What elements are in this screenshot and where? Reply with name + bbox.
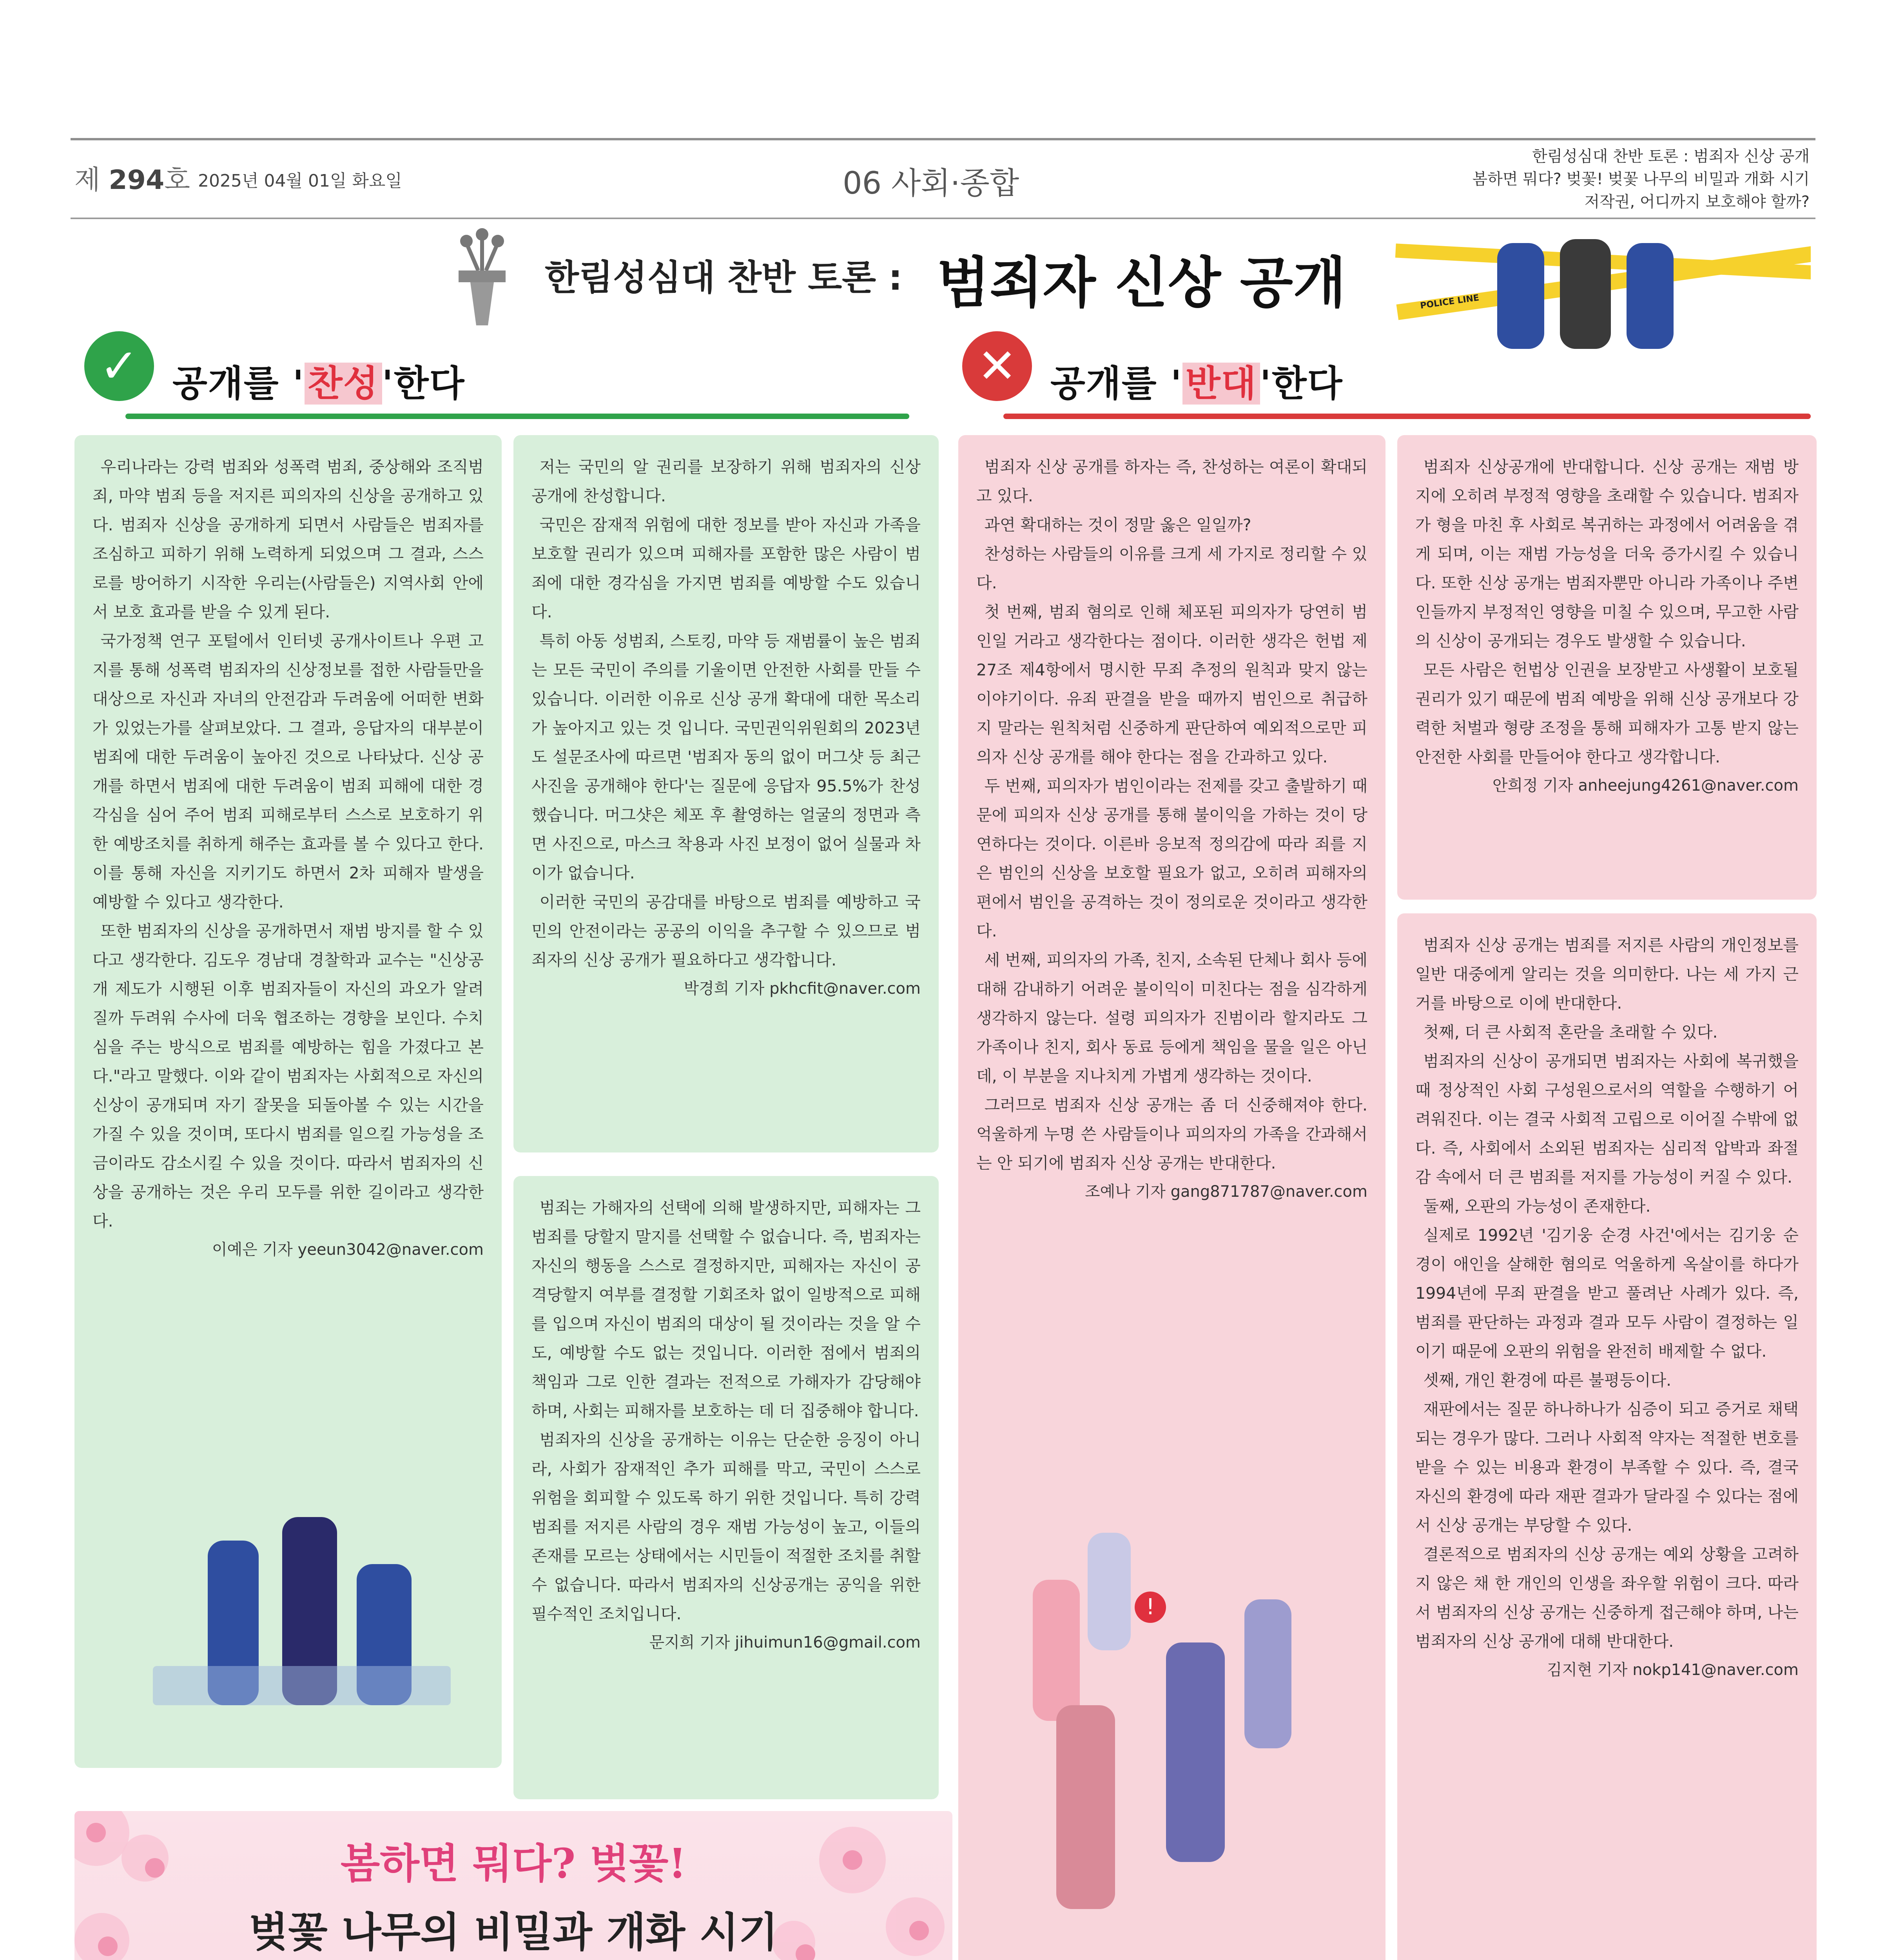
- paragraph: 결론적으로 범죄자의 신상 공개는 예외 상황을 고려하지 않은 채 한 개인의 인생을 좌우할 위험이 크다. 따라서 범죄자의 신상 공개는 신중하게 접근해야 하며, 나는 범죄자의 신상 공개에 대해 반대한다.: [1415, 1545, 1799, 1651]
- check-icon: ✓: [84, 331, 154, 401]
- cherry-blossom-article: [74, 1811, 952, 1960]
- banner-title: 범죄자 신상 공개: [937, 251, 1346, 315]
- byline: 김지현 기자 nokp141@naver.com: [1547, 1661, 1799, 1679]
- pro-heading: 공개를 '찬성'한다: [172, 363, 465, 405]
- issue-prefix: 제: [74, 165, 100, 196]
- alert-icon: !: [1135, 1592, 1166, 1623]
- issue-date: 2025년 04월 01일 화요일: [198, 171, 402, 191]
- paragraph: 과연 확대하는 것이 정말 옳은 일일까?: [984, 515, 1251, 534]
- paragraph: 실제로 1992년 '김기웅 순경 사건'에서는 김기웅 순경이 애인을 살해한 혐의로 억울하게 옥살이를 하다가 1994년에 무죄 판결을 받고 풀려난 사례가 있다. 즉, 범죄를 판단하는 과정과 결과 모두 사람이 결정하는 일이기 때문에 오판의 위험을 완전히 배제할 수 없다.: [1415, 1226, 1799, 1361]
- paragraph: 국민은 잠재적 위험에 대한 정보를 받아 자신과 가족을 보호할 권리가 있으며 피해자를 포함한 많은 사람이 범죄에 대한 경각심을 가지면 범죄를 예방할 수도 있습니다.: [531, 515, 921, 621]
- paragraph: 이러한 국민의 공감대를 바탕으로 범죄를 예방하고 국민의 안전이라는 공공의 이익을 추구할 수 있으므로 범죄자의 신상 공개가 필요하다고 생각합니다.: [531, 893, 921, 969]
- issue-suffix: 호: [164, 165, 190, 196]
- cherry-title-1: 봄하면 뭐다? 벚꽃!: [340, 1839, 687, 1887]
- toc-item[interactable]: 저작권, 어디까지 보호해야 할까?: [1584, 193, 1810, 211]
- paragraph: 재판에서는 질문 하나하나가 심증이 되고 증거로 채택되는 경우가 많다. 그러나 사회적 약자는 적절한 변호를 받을 수 있는 비용과 환경이 부족할 수 있다. 즉, 결국 자신의 환경에 따라 재판 결과가 달라질 수 있다는 점에서 신상 공개는 부당할 수 있다.: [1415, 1400, 1799, 1535]
- article-con-1: [958, 435, 1385, 1960]
- paragraph: 첫째, 더 큰 사회적 혼란을 초래할 수 있다.: [1423, 1023, 1718, 1042]
- paragraph: 첫 번째, 범죄 혐의로 인해 체포된 피의자가 당연히 범인일 거라고 생각한다는 점이다. 이러한 생각은 헌법 제27조 제4항에서 명시한 무죄 추정의 원칙과 맞지 않는 이야기이다. 유죄 판결을 받을 때까지 범인으로 취급하지 말라는 원칙처럼 신중하게 판단하여 예외적으로만 피의자 신상 공개를 해야 한다는 점을 간과하고 있다.: [976, 603, 1367, 766]
- toc-item[interactable]: 한림성심대 찬반 토론 : 범죄자 신상 공개: [1532, 147, 1810, 165]
- pro-underline: [125, 414, 909, 419]
- paragraph: 범죄자의 신상을 공개하는 이유는 단순한 응징이 아니라, 사회가 잠재적인 추가 피해를 막고, 국민이 스스로 위험을 회피할 수 있도록 하기 위한 것입니다. 특히 강력범죄를 저지른 사람의 경우 재범 가능성이 높고, 이들의 존재를 모르는 상태에서는 시민들이 적절한 조치를 취할 수 없습니다. 따라서 범죄자의 신상공개는 공익을 위한 필수적인 조치입니다.: [531, 1430, 921, 1623]
- section-title: 06 사회·종합: [843, 166, 1019, 201]
- toc-item[interactable]: 봄하면 뭐다? 벚꽃! 벚꽃 나무의 비밀과 개화 시기: [1472, 170, 1810, 188]
- paragraph: 두 번째, 피의자가 범인이라는 전제를 갖고 출발하기 때문에 피의자 신상 공개를 통해 불이익을 가하는 것이 당연하다는 것이다. 이른바 응보적 정의감에 따라 죄를 지은 범인의 신상을 보호할 필요가 없고, 오히려 피해자의 편에서 범인을 공격하는 것이 정의로운 것이라고 생각한다.: [976, 777, 1367, 940]
- paragraph: 또한 범죄자의 신상을 공개하면서 재범 방지를 할 수 있다고 생각한다. 김도우 경남대 경찰학과 교수는 "신상공개 제도가 시행된 이후 범죄자들이 자신의 과오가 알려질까 두려워 수사에 더욱 협조하는 경향을 보인다. 수치심을 주는 방식으로 범죄를 예방하는 힘을 가졌다고 본다."라고 말했다. 이와 같이 범죄자는 사회적으로 자신의 신상이 공개되며 자기 잘못을 되돌아볼 수 있는 시간을 가질 수 있을 것이며, 또다시 범죄를 일으킬 가능성을 조금이라도 감소시킬 수 있을 것이다. 따라서 범죄자의 신상을 공개하는 것은 우리 모두를 위한 길이라고 생각한다.: [92, 922, 484, 1230]
- paragraph: 범죄자의 신상이 공개되면 범죄자는 사회에 복귀했을 때 정상적인 사회 구성원으로서의 역할을 수행하기 어려워진다. 이는 결국 사회적 고립으로 이어질 수밖에 없다. 즉, 사회에서 소외된 범죄자는 심리적 압박과 좌절감 속에서 더 큰 범죄를 저지를 가능성이 커질 수 있다.: [1415, 1052, 1799, 1187]
- paragraph: 찬성하는 사람들의 이유를 크게 세 가지로 정리할 수 있다.: [976, 544, 1367, 592]
- banner-prefix: 한림성심대 찬반 토론 :: [545, 257, 903, 298]
- paragraph: 범죄자 신상 공개를 하자는 즉, 찬성하는 여론이 확대되고 있다.: [976, 457, 1367, 505]
- paragraph: 저는 국민의 알 권리를 보장하기 위해 범죄자의 신상 공개에 찬성합니다.: [531, 457, 921, 505]
- article-pro-2: [513, 435, 939, 1152]
- con-heading: 공개를 '반대'한다: [1050, 363, 1343, 405]
- top-rule: [71, 138, 1815, 140]
- article-pro-3: [513, 1176, 939, 1799]
- surveillance-crowd-illustration: [1009, 1501, 1323, 1940]
- byline: 문지희 기자 jihuimun16@gmail.com: [649, 1633, 921, 1651]
- article-con-3: [1397, 913, 1817, 1960]
- suspect-figure: [1560, 239, 1611, 349]
- issue-no: 294: [109, 165, 165, 196]
- police-searching-illustration: [153, 1494, 451, 1737]
- cherry-title-2: 벚꽃 나무의 비밀과 개화 시기: [248, 1908, 778, 1956]
- article-pro-1: [74, 435, 502, 1768]
- paragraph: 그러므로 범죄자 신상 공개는 좀 더 신중해져야 한다. 억울하게 누명 쓴 사람들이나 피의자의 가족을 간과해서는 안 되기에 범죄자 신상 공개는 반대한다.: [976, 1096, 1367, 1172]
- byline: 안희정 기자 anheejung4261@naver.com: [1492, 777, 1799, 795]
- byline: 이예은 기자 yeeun3042@naver.com: [212, 1241, 484, 1259]
- police-tape: POLICE LINE: [1396, 245, 1811, 320]
- police-officer-figure: [1627, 243, 1674, 349]
- x-icon: ✕: [962, 331, 1032, 401]
- con-underline: [1003, 414, 1811, 419]
- paragraph: 특히 아동 성범죄, 스토킹, 마약 등 재범률이 높은 범죄는 모든 국민이 주의를 기울이면 안전한 사회를 만들 수 있습니다. 이러한 이유로 신상 공개 확대에 대한 목소리가 높아지고 있는 것 입니다. 국민권익위원회의 2023년도 설문조사에 따르면 '범죄자 동의 없이 머그샷 등 최근 사진을 공개해야 한다'는 질문에 응답자 95.5%가 찬성했습니다. 머그샷은 체포 후 촬영하는 얼굴의 정면과 측면 사진으로, 마스크 착용과 사진 보정이 없어 실물과 차이가 없습니다.: [531, 632, 921, 882]
- paragraph: 셋째, 개인 환경에 따른 불평등이다.: [1423, 1371, 1672, 1390]
- paragraph: 모든 사람은 헌법상 인권을 보장받고 사생활이 보호될 권리가 있기 때문에 범죄 예방을 위해 신상 공개보다 강력한 처벌과 형량 조정을 통해 피해자가 고통 받지 않는 안전한 사회를 만들어야 한다고 생각합니다.: [1415, 661, 1799, 766]
- paragraph: 국가정책 연구 포털에서 인터넷 공개사이트나 우편 고지를 통해 성폭력 범죄자의 신상정보를 접한 사람들만을 대상으로 자신과 자녀의 안전감과 두려움에 어떠한 변화가 있었는가를 살펴보았다. 그 결과, 응답자의 대부분이 범죄에 대한 두려움이 높아진 것으로 나타났다. 신상 공개를 하면서 범죄에 대한 두려움이 범죄 피해에 대한 경각심을 심어 주어 범죄 피해로부터 스스로 보호하기 위한 예방조치를 취하게 해주는 효과를 볼 수 있다고 한다. 이를 통해 자신을 지키기도 하면서 2차 피해자 발생을 예방할 수 있다고 생각한다.: [92, 632, 484, 911]
- paragraph: 우리나라는 강력 범죄와 성폭력 범죄, 중상해와 조직범죄, 마약 범죄 등을 저지른 피의자의 신상을 공개하고 있다. 범죄자 신상을 공개하게 되면서 사람들은 범죄자를 조심하고 피하기 위해 노력하게 되었으며 그 결과, 스스로를 방어하기 시작한 우리는(사람들은) 지역사회 안에서 보호 효과를 받을 수 있게 된다.: [92, 457, 484, 621]
- issue-number: [74, 159, 190, 197]
- header-rule: [71, 218, 1815, 219]
- paragraph: 둘째, 오판의 가능성이 존재한다.: [1423, 1197, 1651, 1216]
- article-con-2: [1397, 435, 1817, 900]
- paragraph: 세 번째, 피의자의 가족, 친지, 소속된 단체나 회사 등에 대해 감내하기 어려운 불이익이 미친다는 점을 심각하게 생각하지 않는다. 설령 피의자가 진범이라 할지라도 그 가족이나 친지, 회사 동료 등에게 책임을 물을 일은 아닌데, 이 부분을 지나치게 가볍게 생각하는 것이다.: [976, 951, 1367, 1085]
- police-illustration: [1395, 220, 1811, 349]
- paragraph: 범죄자 신상 공개는 범죄를 저지른 사람의 개인정보를 일반 대중에게 알리는 것을 의미한다. 나는 세 가지 근거를 바탕으로 이에 반대한다.: [1415, 936, 1799, 1013]
- toc: [1473, 145, 1810, 213]
- paragraph: 범죄는 가해자의 선택에 의해 발생하지만, 피해자는 그 범죄를 당할지 말지를 선택할 수 없습니다. 즉, 범죄자는 자신의 행동을 스스로 결정하지만, 피해자는 자신이 공격당할지 여부를 결정할 기회조차 없이 일방적으로 피해를 입으며 자신이 범죄의 대상이 될 것이라는 것을 알 수도, 예방할 수도 없는 것입니다. 이러한 점에서 범죄의 책임과 그로 인한 결과는 전적으로 가해자가 감당해야 하며, 사회는 피해자를 보호하는 데 더 집중해야 합니다.: [531, 1198, 921, 1420]
- byline: 박경희 기자 pkhcfit@naver.com: [684, 980, 921, 998]
- paragraph: 범죄자 신상공개에 반대합니다. 신상 공개는 재범 방지에 오히려 부정적 영향을 초래할 수 있습니다. 범죄자가 형을 마친 후 사회로 복귀하는 과정에서 어려움을 겪게 되며, 이는 재범 가능성을 더욱 증가시킬 수 있습니다. 또한 신상 공개는 범죄자뿐만 아니라 가족이나 주변인들까지 부정적인 영향을 미칠 수 있으며, 무고한 사람의 신상이 공개되는 경우도 발생할 수 있습니다.: [1415, 457, 1799, 650]
- police-officer-figure: [1497, 243, 1544, 349]
- podium-icon: [443, 227, 521, 329]
- byline: 조예나 기자 gang871787@naver.com: [1084, 1183, 1367, 1201]
